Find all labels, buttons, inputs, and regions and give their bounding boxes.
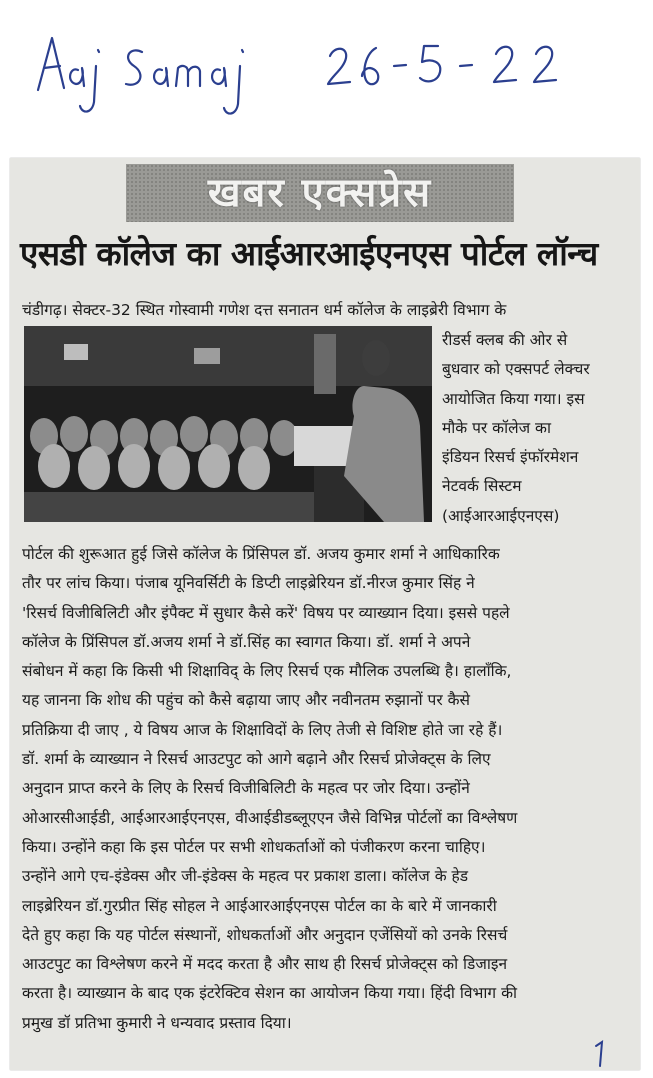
article-first-line: चंडीगढ़। सेक्टर-32 स्थित गोस्वामी गणेश दत्त सनातन धर्म कॉलेज के लाइब्रेरी विभाग के xyxy=(22,301,507,319)
main-line: किया। उन्होंने कहा कि इस पोर्टल पर सभी शोधकर्ताओं को पंजीकरण करना चाहिए। xyxy=(22,837,486,856)
side-line: नेटवर्क सिस्टम xyxy=(442,477,522,496)
main-line: पोर्टल की शुरूआत हुई जिसे कॉलेज के प्रिंसिपल डॉ. अजय कुमार शर्मा ने आधिकारिक xyxy=(22,545,500,563)
side-line: इंडियन रिसर्च इंफॉरमेशन xyxy=(442,448,579,467)
newspaper-clipping xyxy=(10,158,640,1070)
article-side-column xyxy=(442,326,632,531)
handwritten-date-note xyxy=(30,10,630,130)
main-line: लाइब्रेरियन डॉ.गुरप्रीत सिंह सोहल ने आईआरआईएनएस पोर्टल का के बारे में जानकारी xyxy=(22,896,497,915)
main-line: तौर पर लांच किया। पंजाब यूनिवर्सिटी के डिप्टी लाइब्रेरियन डॉ.नीरज कुमार सिंह ने xyxy=(22,574,475,593)
article-main-column xyxy=(22,540,634,1038)
main-line: 'रिसर्च विजीबिलिटी और इंपैक्ट में सुधार कैसे करें' विषय पर व्याख्यान दिया। इससे पहले xyxy=(22,603,510,622)
main-line: प्रतिक्रिया दी जाए , ये विषय आज के शिक्षाविदों के लिए तेजी से विशिष्ट होते जा रहे हैं। xyxy=(22,720,503,739)
main-line: देते हुए कहा कि यह पोर्टल संस्थानों, शोधकर्ताओं और अनुदान एजेंसियों को उनके रिसर्च xyxy=(22,925,508,944)
section-header-band xyxy=(126,164,514,222)
section-title: खबर एक्सप्रेस xyxy=(207,170,433,216)
main-line: ओआरसीआईडी, आईआरआईएनएस, वीआईडीडब्लूएएन जैसे विभिन्न पोर्टलों का विश्लेषण xyxy=(22,808,518,827)
article-headline: एसडी कॉलेज का आईआरआईएनएस पोर्टल लॉन्च xyxy=(20,234,598,273)
event-photo-drawing xyxy=(24,326,432,522)
main-line: संबोधन में कहा कि किसी भी शिक्षाविद् के लिए रिसर्च एक मौलिक उपलब्धि है। हालाँकि, xyxy=(22,662,512,681)
pen-mark-icon xyxy=(592,1038,612,1068)
main-line: कॉलेज के प्रिंसिपल डॉ.अजय शर्मा ने डॉ.सिंह का स्वागत किया। डॉ. शर्मा ने अपने xyxy=(22,632,471,651)
main-line: उन्होंने आगे एच-इंडेक्स और जी-इंडेक्स के महत्व पर प्रकाश डाला। कॉलेज के हेड xyxy=(22,867,469,886)
side-line: मौके पर कॉलेज का xyxy=(442,418,551,437)
main-line: यह जानना कि शोध की पहुंच को कैसे बढ़ाया जाए और नवीनतम रुझानों पर कैसे xyxy=(22,691,471,710)
main-line: अनुदान प्राप्त करने के लिए के रिसर्च विजीबिलिटी के महत्व पर जोर दिया। उन्होंने xyxy=(22,779,470,798)
event-photo xyxy=(24,326,432,522)
main-line: आउटपुट का विश्लेषण करने में मदद करता है और साथ ही रिसर्च प्रोजेक्ट्स को डिजाइन xyxy=(22,955,508,974)
side-line: आयोजित किया गया। इस xyxy=(442,389,585,408)
handwritten-signature-drawing xyxy=(30,10,630,130)
main-line: डॉ. शर्मा के व्याख्यान ने रिसर्च आउटपुट को आगे बढ़ाने और रिसर्च प्रोजेक्ट्स के लिए xyxy=(22,750,491,769)
main-line: करता है। व्याख्यान के बाद एक इंटरेक्टिव सेशन का आयोजन किया गया। हिंदी विभाग की xyxy=(22,984,517,1003)
side-line: रीडर्स क्लब की ओर से xyxy=(442,331,568,349)
side-line: बुधवार को एक्सपर्ट लेक्चर xyxy=(442,360,590,379)
main-line: प्रमुख डॉ प्रतिभा कुमारी ने धन्यवाद प्रस्ताव दिया। xyxy=(22,1013,292,1032)
side-line: (आईआरआईएनएस) xyxy=(442,506,560,525)
